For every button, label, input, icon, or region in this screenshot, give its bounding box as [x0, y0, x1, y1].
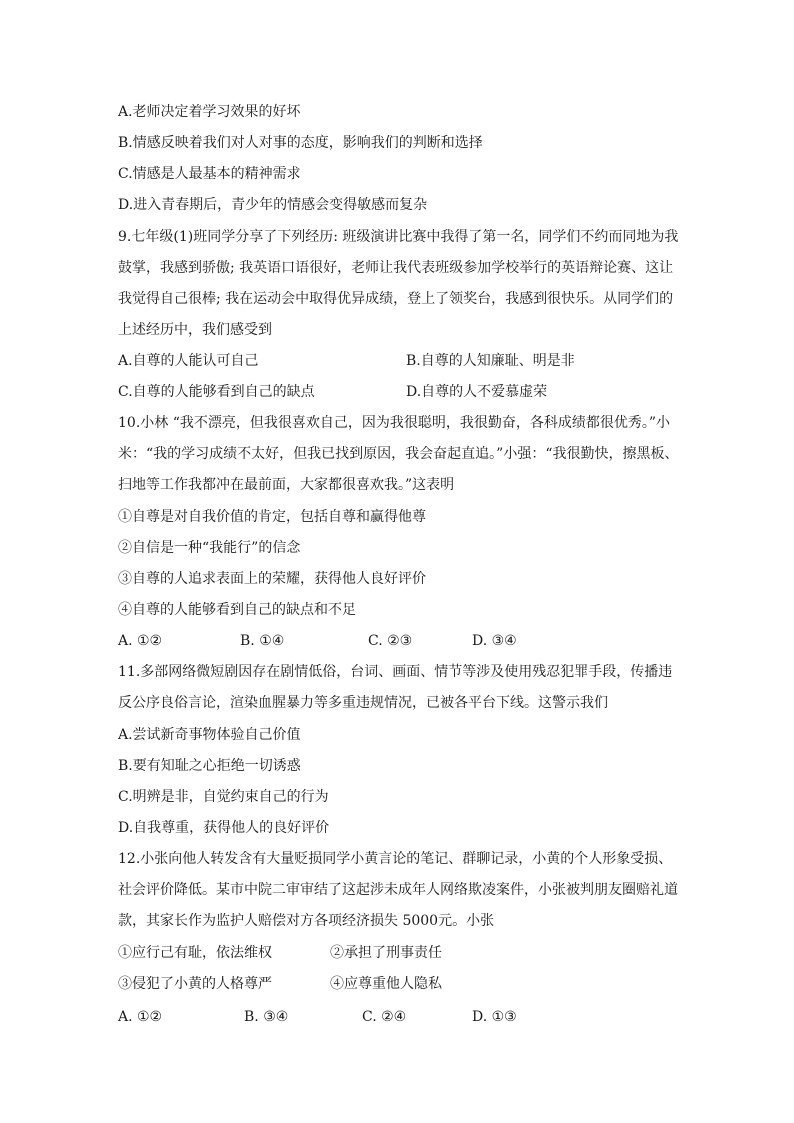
q10-statement: ③自尊的人追求表面上的荣耀，获得他人良好评价 — [118, 571, 426, 587]
q12-stem-line: 款，其家长作为监护人赔偿对方各项经济损失 5000元。小张 — [118, 913, 495, 929]
q12-stem-line: 12.小张向他人转发含有大量贬损同学小黄言论的笔记、群聊记录，小黄的个人形象受损、 — [118, 851, 673, 867]
q10-option-a: A. ①② — [118, 633, 163, 649]
q11-option-d: D.自我尊重，获得他人的良好评价 — [118, 820, 330, 836]
q9-option-a: A.自尊的人能认可自己 — [118, 353, 259, 369]
q9-option-b: B.自尊的人知廉耻、明是非 — [406, 353, 575, 369]
q12-statement-1: ①应行己有耻，依法维权 — [118, 945, 272, 961]
q9-option-d: D.自尊的人不爱慕虚荣 — [406, 384, 548, 400]
q10-statement: ②自信是一种“我能行”的信念 — [118, 540, 301, 556]
q8-option-c: C.情感是人最基本的精神需求 — [118, 166, 301, 182]
q10-option-b: B. ①④ — [240, 633, 285, 649]
q10-statement: ①自尊是对自我价值的肯定，包括自尊和赢得他尊 — [118, 509, 426, 525]
q12-option-b: B. ③④ — [244, 1009, 289, 1025]
q9-stem-line: 上述经历中，我们感受到 — [118, 322, 272, 338]
q10-stem-line: 扫地等工作我都冲在最前面，大家都很喜欢我。”这表明 — [118, 477, 455, 493]
q9-stem-line: 9.七年级(1)班同学分享了下列经历: 班级演讲比赛中我得了第一名，同学们不约而同地为我 — [118, 229, 679, 245]
q11-option-a: A.尝试新奇事物体验自己价值 — [118, 727, 301, 743]
q11-stem-line: 11.多部网络微短剧因存在剧情低俗，台词、画面、情节等涉及使用残忍犯罪手段，传播违 — [118, 664, 673, 680]
q12-option-d: D. ①③ — [472, 1009, 517, 1025]
q12-statement-4: ④应尊重他人隐私 — [330, 976, 442, 992]
q8-option-b: B.情感反映着我们对人对事的态度，影响我们的判断和选择 — [118, 135, 483, 151]
q8-option-a: A.老师决定着学习效果的好坏 — [118, 104, 301, 120]
q10-stem-line: 米：“我的学习成绩不太好，但我已找到原因，我会奋起直追。”小强：“我很勤快，擦黑板、 — [118, 446, 679, 462]
q12-statement-2: ②承担了刑事责任 — [330, 945, 442, 961]
q10-option-c: C. ②③ — [368, 633, 413, 649]
q11-option-b: B.要有知耻之心拒绝一切诱惑 — [118, 758, 301, 774]
q9-option-c: C.自尊的人能够看到自己的缺点 — [118, 384, 315, 400]
q11-option-c: C.明辨是非，自觉约束自己的行为 — [118, 789, 329, 805]
q12-option-a: A. ①② — [118, 1009, 163, 1025]
q12-statement-3: ③侵犯了小黄的人格尊严 — [118, 976, 272, 992]
q9-stem-line: 鼓掌，我感到骄傲; 我英语口语很好，老师让我代表班级参加学校举行的英语辩论赛、这让 — [118, 260, 674, 276]
q10-stem-line: 10.小林 “我不漂亮，但我很喜欢自己，因为我很聪明，我很勤奋，各科成绩都很优秀。”小 — [118, 415, 671, 431]
q10-statement: ④自尊的人能够看到自己的缺点和不足 — [118, 602, 356, 618]
q10-option-d: D. ③④ — [472, 633, 517, 649]
q9-stem-line: 我觉得自己很棒; 我在运动会中取得优异成绩，登上了领奖台，我感到很快乐。从同学们的 — [118, 291, 674, 307]
q11-stem-line: 反公序良俗言论，渲染血腥暴力等多重违规情况，已被各平台下线。这警示我们 — [118, 695, 608, 711]
q8-option-d: D.进入青春期后，青少年的情感会变得敏感而复杂 — [118, 197, 428, 213]
q12-stem-line: 社会评价降低。某市中院二审审结了这起涉未成年人网络欺凌案件，小张被判朋友圈赔礼道 — [118, 882, 678, 898]
q12-option-c: C. ②④ — [362, 1009, 407, 1025]
